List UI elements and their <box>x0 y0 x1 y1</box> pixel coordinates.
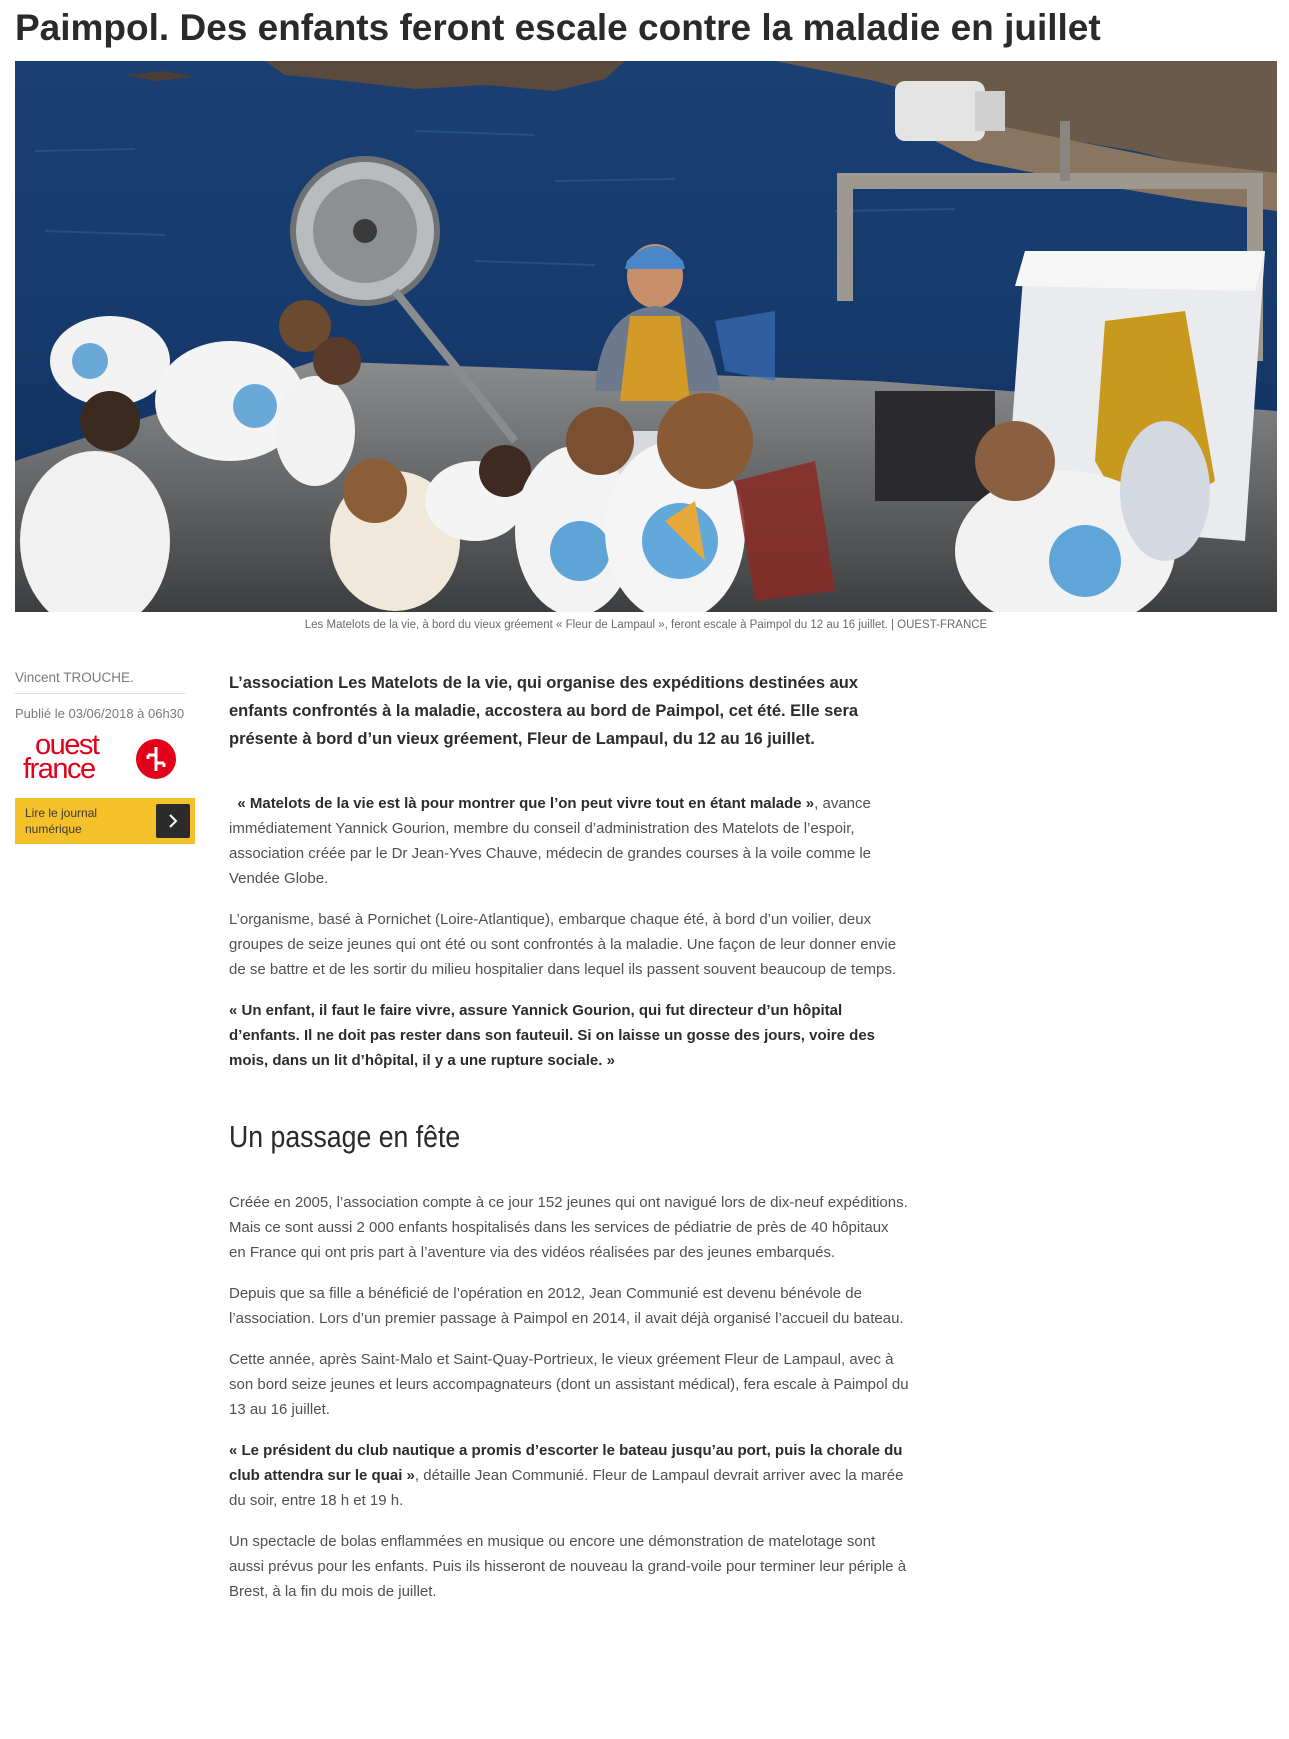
article-lead: L’association Les Matelots de la vie, qui organise des expéditions destinées aux enfants confrontés à la maladie, accostera au bord de Paimpol, cet été. Elle sera présente à bord d’un vieux gréement, Fleur de Lampaul, du 12 au 16 juillet. <box>229 674 859 748</box>
paragraph-1-text: , avance immédiatement Yannick Gourion, membre du conseil d’administration des Matelots de l’espoir, association créée par le Dr Jean-Yves Chauve, médecin de grandes courses à la voile comme le Vendée Globe. <box>229 795 871 887</box>
paragraph-7 <box>229 1438 909 1513</box>
paragraph-7-text: , détaille Jean Communié. Fleur de Lampaul devrait arriver avec la marée du soir, entre 18 h et 19 h. <box>229 1467 904 1509</box>
article-body <box>229 669 909 1604</box>
logo-emblem-icon <box>136 739 176 779</box>
paragraph-4: Créée en 2005, l’association compte à ce jour 152 jeunes qui ont navigué lors de dix-neuf expéditions. Mais ce sont aussi 2 000 enfants hospitalisés dans les services de pédiatrie de près de 40 hôpitaux en France qui ont pris part à l’aventure via des vidéos réalisées par des jeunes embarqués. <box>229 1194 908 1261</box>
logo-line-france: france <box>23 753 95 785</box>
paragraph-5: Depuis que sa fille a bénéficié de l’opération en 2012, Jean Communié est devenu bénévole de l’association. Lors d’un premier passage à Paimpol en 2014, il avait déjà organisé l’accueil du bateau. <box>229 1285 904 1327</box>
cta-label: Lire le journal numérique <box>25 806 98 836</box>
image-caption: Les Matelots de la vie, à bord du vieux gréement « Fleur de Lampaul », feront escale à Paimpol du 12 au 16 juillet. | OUEST-FRANCE <box>304 619 988 631</box>
read-digital-newspaper-button[interactable] <box>15 798 195 844</box>
publication-date: Publié le 03/06/2018 à 06h30 <box>15 706 185 721</box>
logo-line-ouest: ouest <box>35 729 99 761</box>
article-sidebar <box>15 670 195 836</box>
logo-wordmark <box>23 729 99 785</box>
author-name: Vincent TROUCHE. <box>15 670 185 694</box>
chevron-right-icon <box>156 804 190 838</box>
article-hero-image <box>15 61 1277 612</box>
article-title: Paimpol. Des enfants feront escale contre la maladie en juillet <box>15 7 1101 48</box>
section-heading: Un passage en fête <box>229 1119 461 1154</box>
paragraph-1 <box>229 791 909 891</box>
paragraph-6: Cette année, après Saint-Malo et Saint-Quay-Portrieux, le vieux gréement Fleur de Lampaul, avec à son bord seize jeunes et leurs accompagnateurs (dont un assistant médical), fera escale à Paimpol du 13 au 16 juillet. <box>229 1351 909 1418</box>
paragraph-3-quote: « Un enfant, il faut le faire vivre, assure Yannick Gourion, qui fut directeur d’un hôpital d’enfants. Il ne doit pas rester dans son fauteuil. Si on laisse un gosse des jours, voire des mois, dans un lit d’hôpital, il y a une rupture sociale. » <box>229 1002 876 1069</box>
paragraph-1-quote: « Matelots de la vie est là pour montrer que l’on peut vivre tout en étant malade » <box>237 795 815 812</box>
paragraph-8: Un spectacle de bolas enflammées en musique ou encore une démonstration de matelotage sont aussi prévus pour les enfants. Puis ils hisseront de nouveau la grand-voile pour terminer leur périple à Brest, à la fin du mois de juillet. <box>229 1533 907 1600</box>
ouest-france-logo[interactable] <box>23 729 173 785</box>
paragraph-2: L’organisme, basé à Pornichet (Loire-Atlantique), embarque chaque été, à bord d’un voilier, deux groupes de seize jeunes qui ont été ou sont confrontés à la maladie. Une façon de leur donner envie de se battre et de les sortir du milieu hospitalier dans lequel ils passent souvent beaucoup de temps. <box>229 911 897 978</box>
paragraph-7-quote: « Le président du club nautique a promis d’escorter le bateau jusqu’au port, puis la chorale du club attendra sur le quai » <box>229 1442 903 1484</box>
